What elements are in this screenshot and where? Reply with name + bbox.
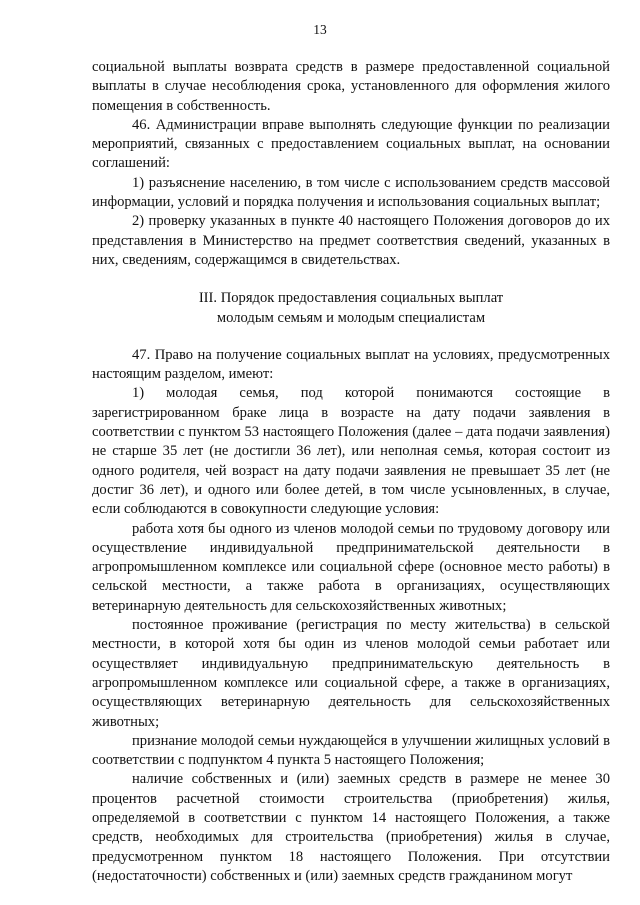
paragraph-subitem-1: 1) разъяснение населению, в том числе с использованием средств массовой информации, условий и порядка получения и использования социальных выплат; (92, 174, 610, 211)
paragraph-condition-work: работа хотя бы одного из членов молодой семьи по трудовому договору или осуществление индивидуальной предпринимательской деятельности в агропромышленном комплексе или социальной сфере (основное место работы) в сельской местности, а также работа в организациях, осуществляющих ветеринарную деятельность для сельскохозяйственных животных; (92, 520, 610, 614)
section-heading-line-2: молодым семьям и молодым специалистам (216, 309, 486, 326)
section-heading (92, 289, 610, 328)
paragraph-young-family: 1) молодая семья, под которой понимаются состоящие в зарегистрированном браке лица в возрасте на дату подачи заявления в соответствии с пунктом 53 настоящего Положения (далее – дата подачи заявления) не старше 35 лет (не достигли 36 лет), или неполная семья, которая состоит из одного родителя, чей возраст на дату подачи заявления не превышает 35 лет (не достиг 36 лет), и одного или более детей, в том числе усыновленных, в случае, если соблюдаются в совокупности следующие условия: (92, 385, 610, 518)
paragraph-continued: социальной выплаты возврата средств в размере предоставленной социальной выплаты в случае несоблюдения срока, установленного для оформления жилого помещения в собственность. (92, 59, 610, 114)
document-body (92, 58, 610, 886)
paragraph-item-47: 47. Право на получение социальных выплат на условиях, предусмотренных настоящим разделом, имеют: (92, 346, 610, 383)
paragraph-subitem-2: 2) проверку указанных в пункте 40 настоящего Положения договоров до их представления в Министерство на предмет соответствия сведений, указанных в них, сведениям, содержащимся в свидетельствах. (92, 213, 610, 268)
paragraph-condition-residence: постоянное проживание (регистрация по месту жительства) в сельской местности, в которой хотя бы один из членов молодой семьи работает или осуществляет индивидуальную предпринимательскую деятельность в агропромышленном комплексе или социальной сфере, а также в организациях, осуществляющих ветеринарную деятельность для сельскохозяйственных животных; (92, 617, 610, 730)
paragraph-condition-funds: наличие собственных и (или) заемных средств в размере не менее 30 процентов расчетной стоимости строительства (приобретения) жилья, определяемой в соответствии с пунктом 14 настоящего Положения, а также средств, необходимых для строительства (приобретения) жилья в случае, предусмотренном пунктом 18 настоящего Положения. При отсутствии (недостаточности) собственных и (или) заемных средств гражданином могут (92, 771, 610, 884)
page-number: 13 (313, 22, 327, 37)
section-heading-line-1: III. Порядок предоставления социальных выплат (198, 290, 504, 307)
paragraph-condition-housing-need: признание молодой семьи нуждающейся в улучшении жилищных условий в соответствии с подпунктом 4 пункта 5 настоящего Положения; (92, 732, 610, 769)
paragraph-item-46: 46. Администрации вправе выполнять следующие функции по реализации мероприятий, связанных с предоставлением социальных выплат, на основании соглашений: (92, 116, 610, 172)
